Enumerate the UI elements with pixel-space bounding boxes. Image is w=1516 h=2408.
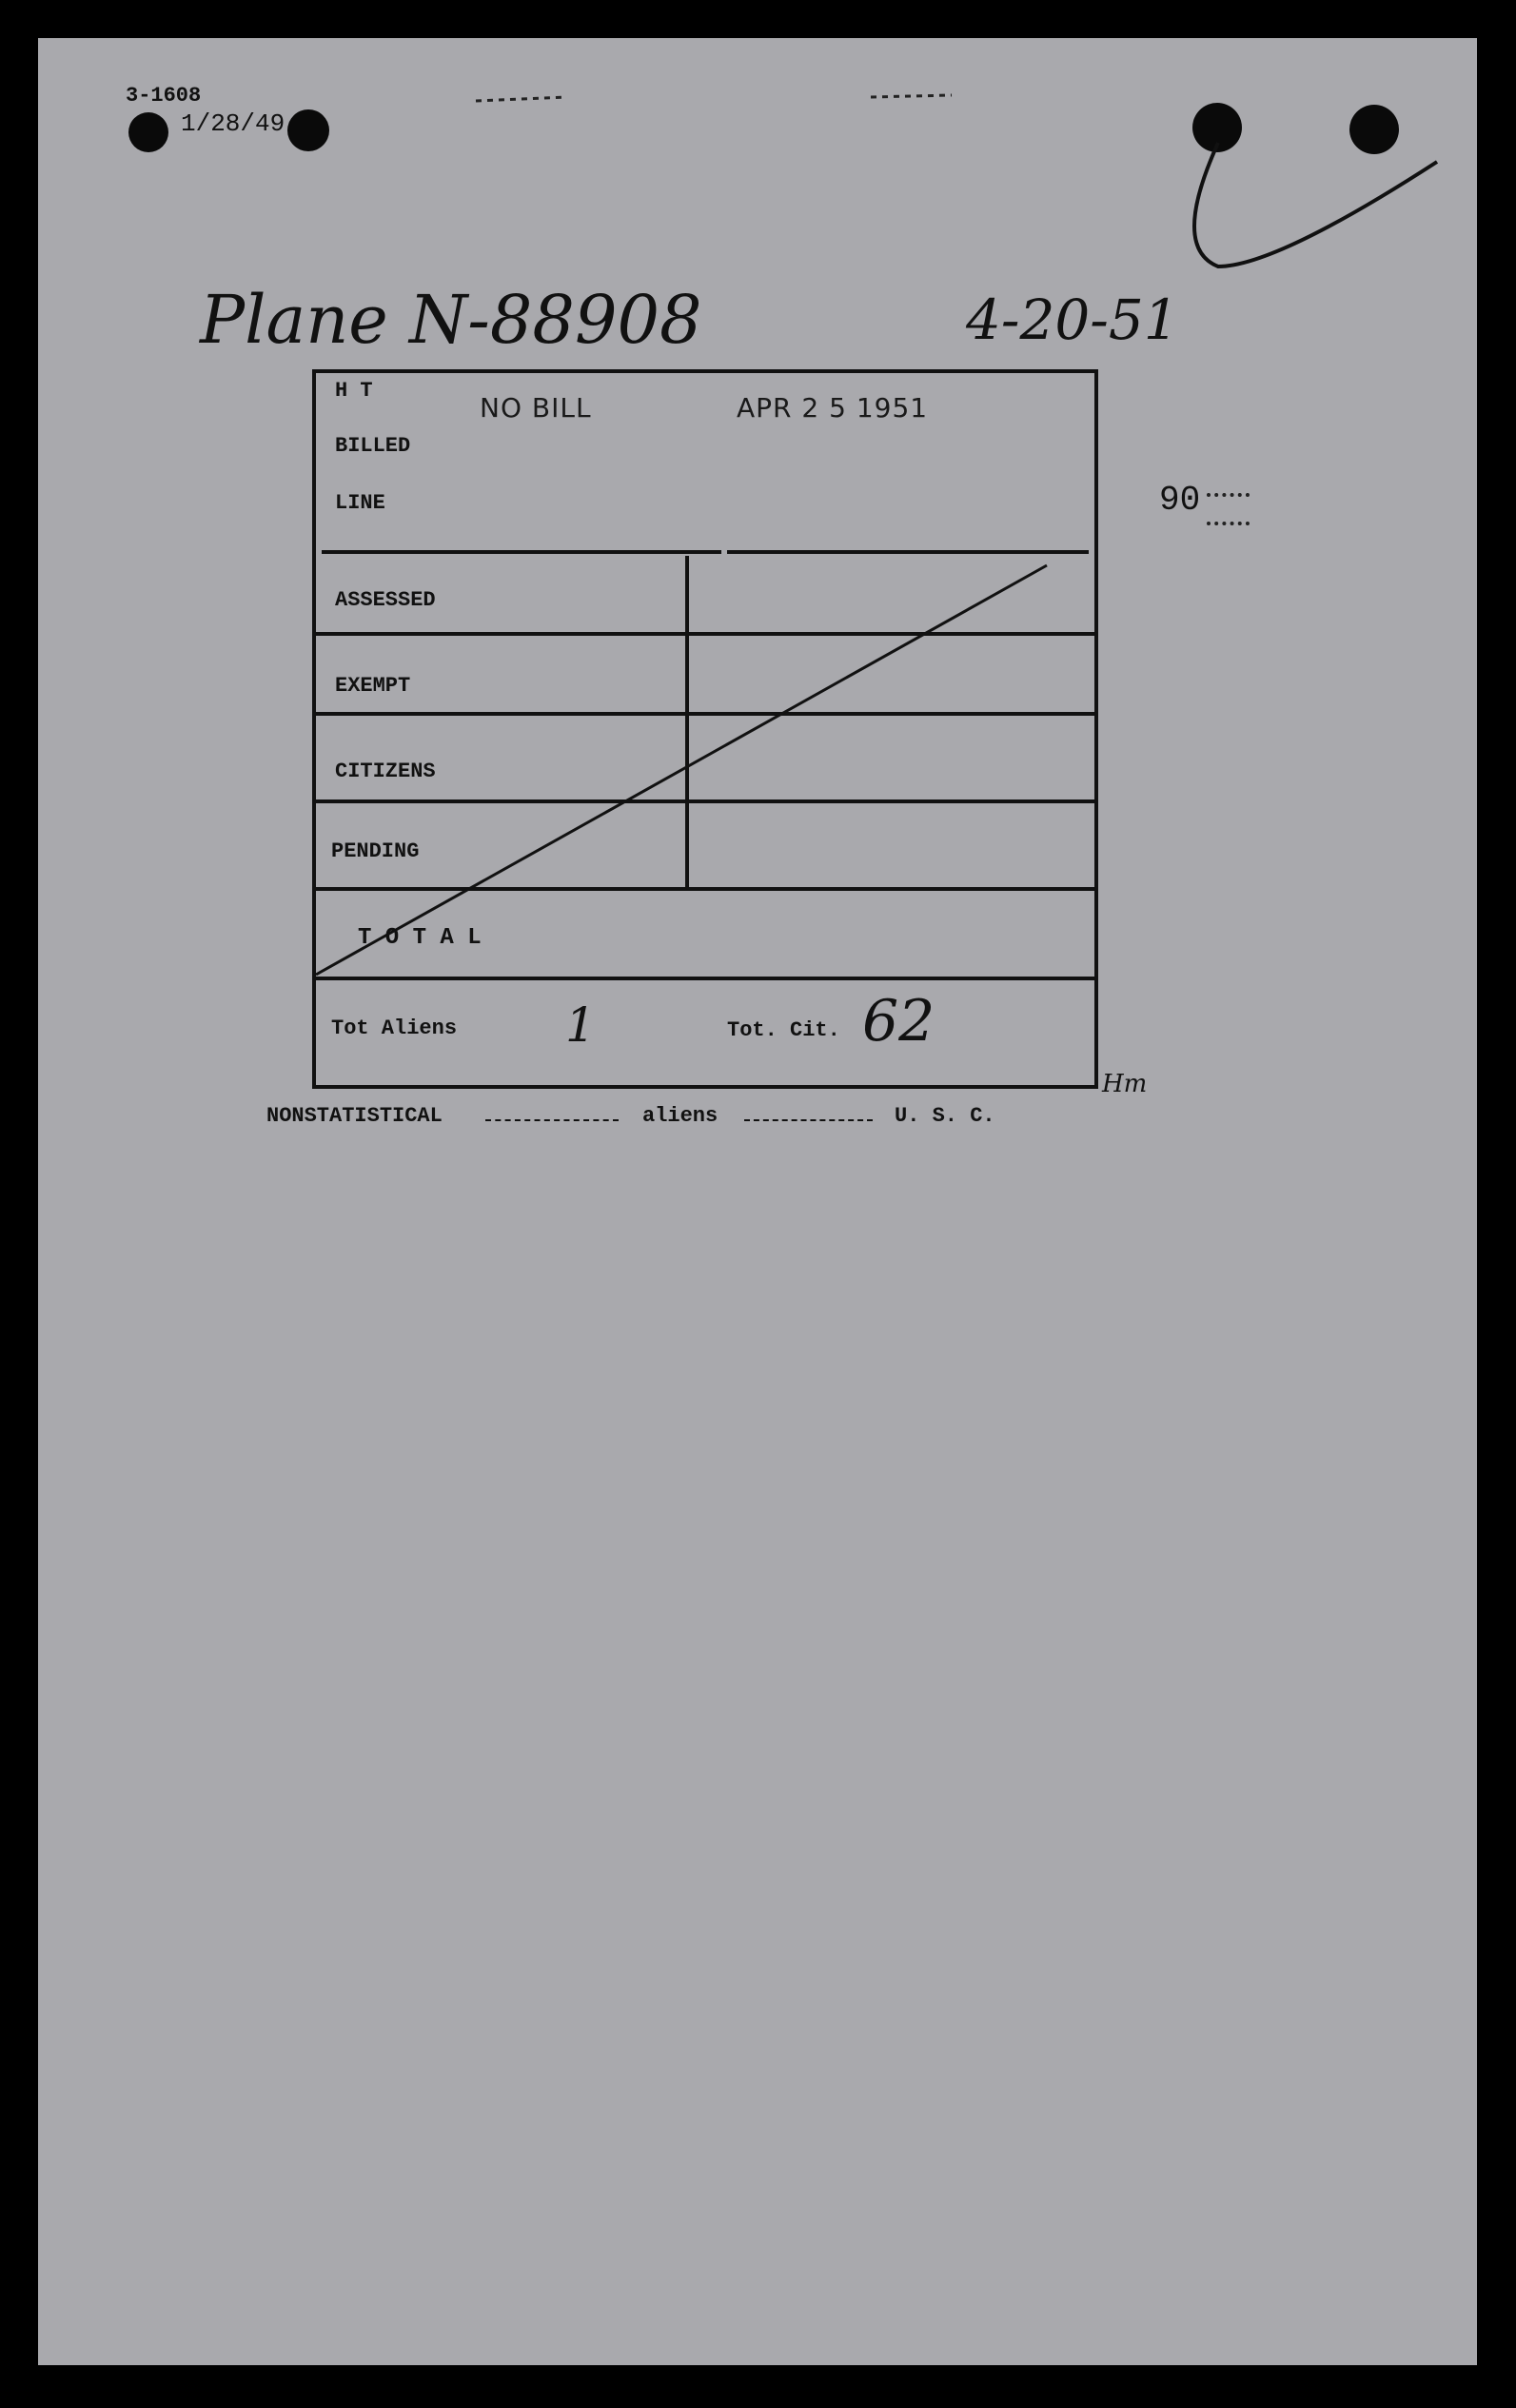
- date-stamp: APR 2 5 1951: [737, 392, 929, 424]
- exempt-label: EXEMPT: [335, 674, 411, 698]
- side-mark: [1207, 493, 1250, 525]
- document-sheet: [38, 38, 1477, 2365]
- total-label: T O T A L: [358, 925, 482, 951]
- aliens-blank: [744, 1117, 873, 1121]
- plane-number-handwritten: Plane N-88908: [200, 281, 702, 359]
- no-bill-stamp: NO BILL: [480, 392, 592, 424]
- aliens-label: aliens: [642, 1104, 719, 1128]
- form-date: 1/28/49: [181, 109, 285, 138]
- initials: Hm: [1102, 1070, 1148, 1098]
- billed-label: BILLED: [335, 434, 411, 458]
- form-box: [312, 369, 1098, 1089]
- tot-cit-label: Tot. Cit.: [727, 1018, 840, 1042]
- diagonal-strike: [312, 369, 1098, 1089]
- citizens-label: CITIZENS: [335, 760, 436, 783]
- nonstatistical-blank: [485, 1117, 619, 1121]
- tot-cit-value: 62: [862, 988, 935, 1055]
- tot-aliens-value: 1: [565, 997, 596, 1053]
- form-number: 3-1608: [126, 84, 202, 108]
- assessed-label: ASSESSED: [335, 588, 436, 612]
- nonstatistical-label: NONSTATISTICAL: [266, 1104, 443, 1128]
- tot-aliens-label: Tot Aliens: [331, 1016, 458, 1040]
- ht-label: H T: [335, 379, 373, 403]
- pending-label: PENDING: [331, 839, 420, 863]
- date-handwritten: 4-20-51: [966, 287, 1179, 352]
- line-label: LINE: [335, 491, 385, 515]
- side-number: 90: [1159, 481, 1201, 520]
- usc-label: U. S. C.: [895, 1104, 995, 1128]
